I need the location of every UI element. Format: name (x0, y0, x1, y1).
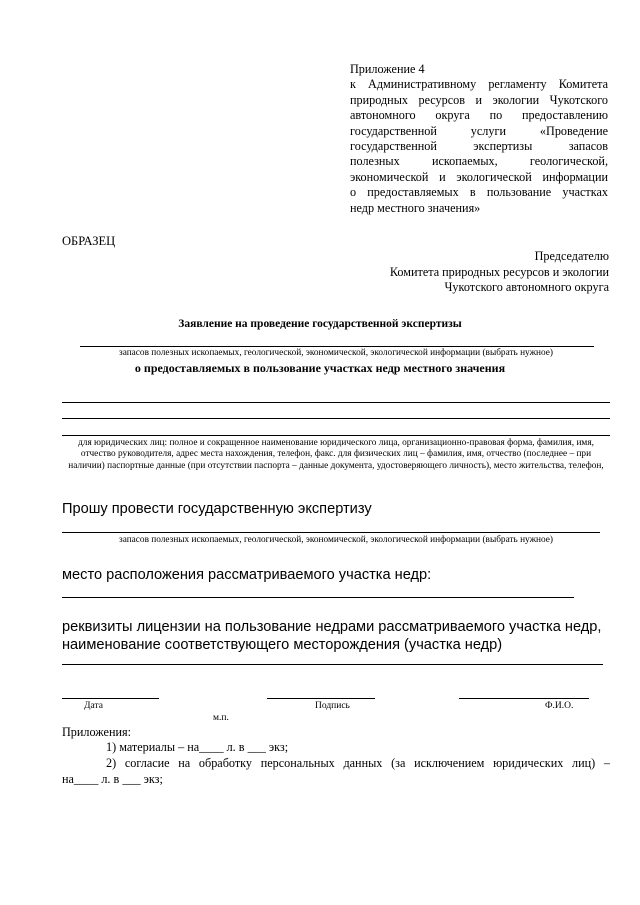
applicant-field-line[interactable] (62, 402, 610, 403)
document-title: Заявление на проведение государственной экспертизы (178, 318, 462, 330)
applicant-hint: для юридических лиц: полное и сокращенное наименование юридического лица, организационно-правовая форма, фамилия, имя, отчество руководителя, адрес места нахождения, телефон, факс. для физических лиц – фамилия, имя, отчество (последнее – при наличии) паспортные данные (при отсутствии паспорта – данные документа, удостоверяющего личность), место жительства, телефон, (68, 438, 604, 471)
annex-item-text: 2) согласие на обработку персональных данных (за исключением юридических лиц) – (106, 756, 610, 770)
name-label: Ф.И.О. (545, 701, 574, 711)
license-label: реквизиты лицензии на пользование недрами рассматриваемого участка недр, наименование соответствующего месторождения (участка недр) (62, 619, 602, 653)
request-field-line[interactable] (62, 532, 600, 533)
location-field-line[interactable] (62, 597, 574, 598)
signature-field-line[interactable] (267, 698, 375, 699)
appendix-line: природных ресурсов и экологии Чукотского (350, 92, 608, 107)
date-field-line[interactable] (62, 698, 159, 699)
annex-item-continuation: на____ л. в ___ экз; (62, 772, 163, 786)
appendix-line: полезных ископаемых, геологической, (350, 154, 608, 169)
license-field-line[interactable] (62, 664, 603, 665)
appendix-line: автономного округа по предоставлению (350, 108, 608, 123)
addressee-line: Чукотского автономного округа (444, 280, 609, 295)
request-hint: запасов полезных ископаемых, геологической, экономической, экологической информации (выбрать нужное) (119, 535, 553, 545)
appendix-line: государственной экспертизы запасов (350, 139, 608, 154)
appendix-block (350, 62, 608, 216)
appendix-line: о предоставляемых в пользование участках (350, 185, 608, 200)
applicant-field-line[interactable] (62, 435, 610, 436)
date-label: Дата (84, 701, 103, 711)
annex-heading: Приложения: (62, 725, 131, 739)
location-label: место расположения рассматриваемого участка недр: (62, 567, 432, 583)
signature-label: Подпись (315, 701, 350, 711)
subject-field-line[interactable] (80, 346, 594, 347)
subject-bold-text: о предоставляемых в пользование участках недр местного значения (134, 361, 506, 375)
subject-hint: запасов полезных ископаемых, геологической, экономической, экологической информации (выбрать нужное) (119, 348, 553, 358)
appendix-line: к Административному регламенту Комитета (350, 77, 608, 92)
annex-item (62, 740, 610, 756)
appendix-line: Приложение 4 (350, 62, 425, 76)
appendix-line: недр местного значения» (350, 200, 481, 215)
addressee-line: Председателю (534, 249, 609, 263)
addressee-line: Комитета природных ресурсов и экологии (389, 264, 609, 279)
appendix-line: экономической и экологической информации (350, 169, 608, 184)
annex-item-text: 1) материалы – на____ л. в ___ экз; (106, 740, 289, 754)
annex-item (62, 756, 610, 772)
stamp-label: м.п. (213, 713, 229, 723)
sample-label: ОБРАЗЕЦ (62, 234, 116, 248)
name-field-line[interactable] (459, 698, 589, 699)
applicant-field-line[interactable] (62, 418, 610, 419)
appendix-line: государственной услуги «Проведение (350, 123, 608, 138)
addressee-block (390, 249, 609, 296)
request-text: Прошу провести государственную экспертизу (62, 501, 372, 517)
